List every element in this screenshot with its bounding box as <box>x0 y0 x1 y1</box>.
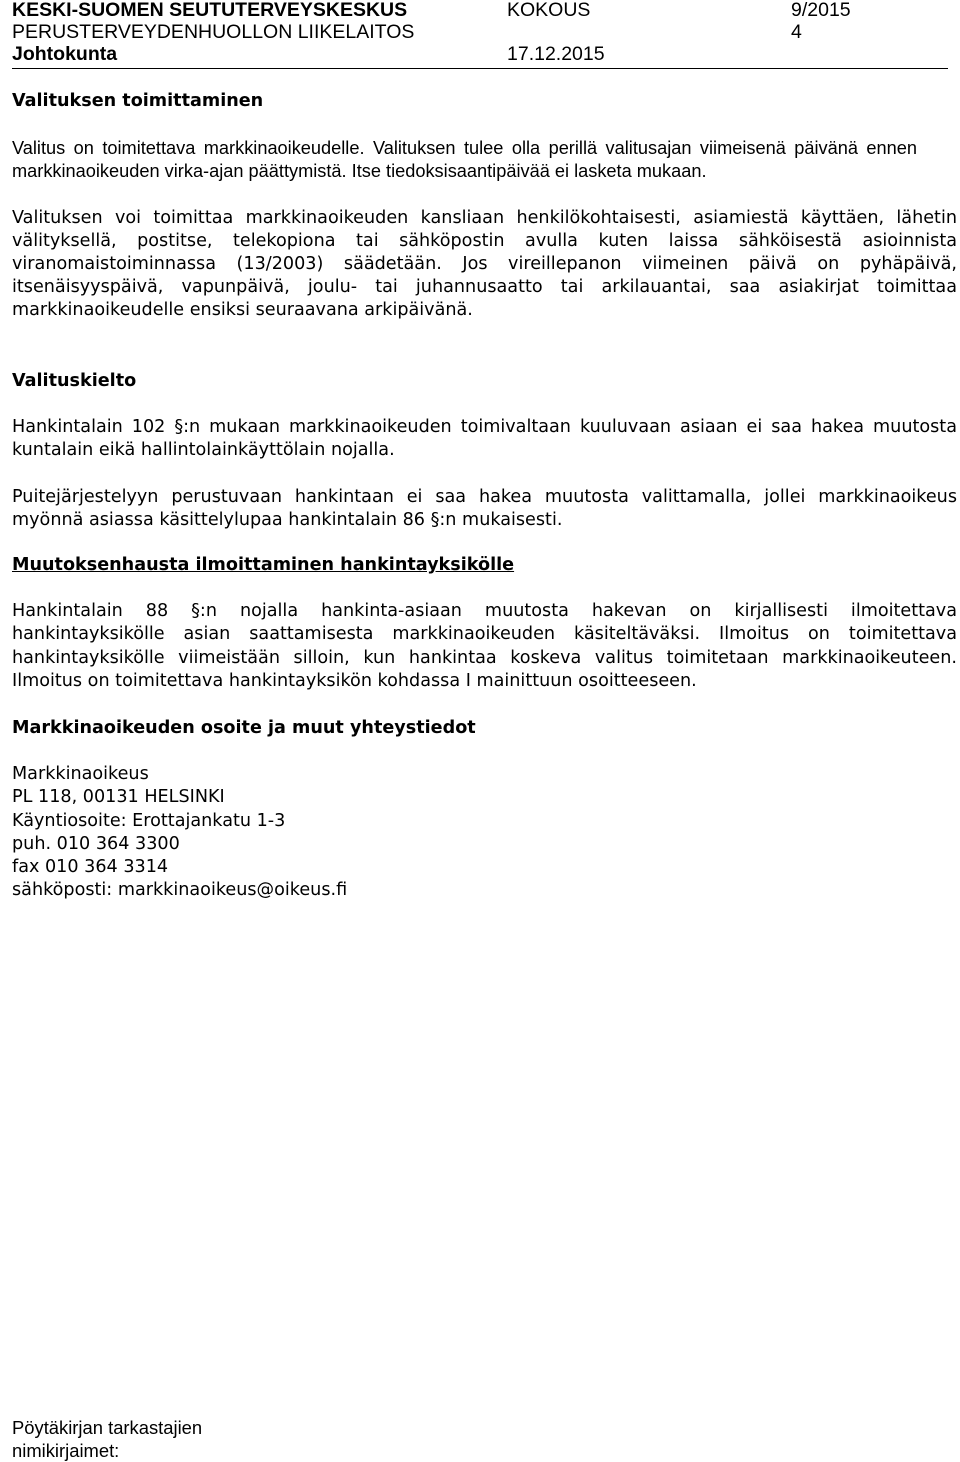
address-line: puh. 010 364 3300 <box>12 833 180 854</box>
section-heading: Markkinaoikeuden osoite ja muut yhteystiedot <box>12 718 476 738</box>
footer-label: Pöytäkirjan tarkastajien <box>12 1417 203 1438</box>
header-row-1 <box>12 0 948 21</box>
address-line: PL 118, 00131 HELSINKI <box>12 787 225 808</box>
paragraph: Valituksen voi toimittaa markkinaoikeuden kansliaan henkilökohtaisesti, asiamiestä käyttäen, lähetin välityksellä, postitse, telekopiona tai sähköpostin avulla kuten laissa sähköisestä asioinnista viranomaistoiminnassa (13/2003) säädetään. Jos vireillepanon viimeinen päivä on pyhäpäivä, itsenäisyyspäivä, vapunpäivä, joulu- tai juhannusaatto tai arkilauantai, saa asiakirjat toimittaa markkinaoikeudelle ensiksi seuraavana arkipäivänä. <box>12 207 957 321</box>
page-number: 4 <box>791 21 802 43</box>
section-muutoksenhausta-ilmoittaminen <box>12 554 957 693</box>
address-line: Markkinaoikeus <box>12 764 149 785</box>
meeting-type: KOKOUS <box>507 0 591 21</box>
paragraph: Hankintalain 102 §:n mukaan markkinaoikeuden toimivaltaan kuuluvaan asiaan ei saa hakea muutosta kuntalain eikä hallintolainkäyttölain nojalla. <box>12 417 957 461</box>
section-markkinaoikeuden-osoite <box>12 717 957 902</box>
footer-label: nimikirjaimet: <box>12 1440 120 1461</box>
header-row-3 <box>12 43 948 65</box>
paragraph: Hankintalain 88 §:n nojalla hankinta-asiaan muutosta hakevan on kirjallisesti ilmoitettava hankintayksikölle asian saattamisesta markkinaoikeuden käsiteltäväksi. Ilmoitus on toimitettava hankintayksikölle viimeistään silloin, kun hankintaa koskeva valitus toimitetaan markkinaoikeuteen. Ilmoitus on toimitettava hankintayksikön kohdassa I mainittuun osoitteeseen. <box>12 601 957 691</box>
address-block <box>12 763 957 902</box>
meeting-date: 17.12.2015 <box>507 43 605 65</box>
governing-body: Johtokunta <box>12 43 118 65</box>
organization-name: KESKI-SUOMEN SEUTUTERVEYSKESKUS <box>12 0 408 21</box>
email-address: sähköposti: markkinaoikeus@oikeus.fi <box>12 880 348 901</box>
document-footer <box>12 1416 202 1462</box>
meeting-number: 9/2015 <box>791 0 851 21</box>
paragraph: Puitejärjestelyyn perustuvaan hankintaan ei saa hakea muutosta valittamalla, jollei markkinaoikeus myönnä asiassa käsittelylupaa hankintalain 86 §:n mukaisesti. <box>12 486 957 530</box>
section-valituskielto <box>12 370 957 532</box>
section-valituksen-toimittaminen <box>12 90 957 323</box>
section-heading: Muutoksenhausta ilmoittaminen hankintayksikölle <box>12 555 515 575</box>
department-name: PERUSTERVEYDENHUOLLON LIIKELAITOS <box>12 21 415 43</box>
section-heading: Valituskielto <box>12 371 137 391</box>
paragraph: Valitus on toimitettava markkinaoikeudelle. Valituksen tulee olla perillä valitusajan viimeisenä päivänä ennen markkinaoikeuden virka-ajan päättymistä. Itse tiedoksisaantipäivää ei lasketa mukaan. <box>12 138 917 182</box>
section-heading: Valituksen toimittaminen <box>12 91 264 111</box>
document-header <box>12 0 948 69</box>
address-line: Käyntiosoite: Erottajankatu 1-3 <box>12 810 286 831</box>
address-line: fax 010 364 3314 <box>12 857 169 878</box>
header-row-2 <box>12 21 948 43</box>
